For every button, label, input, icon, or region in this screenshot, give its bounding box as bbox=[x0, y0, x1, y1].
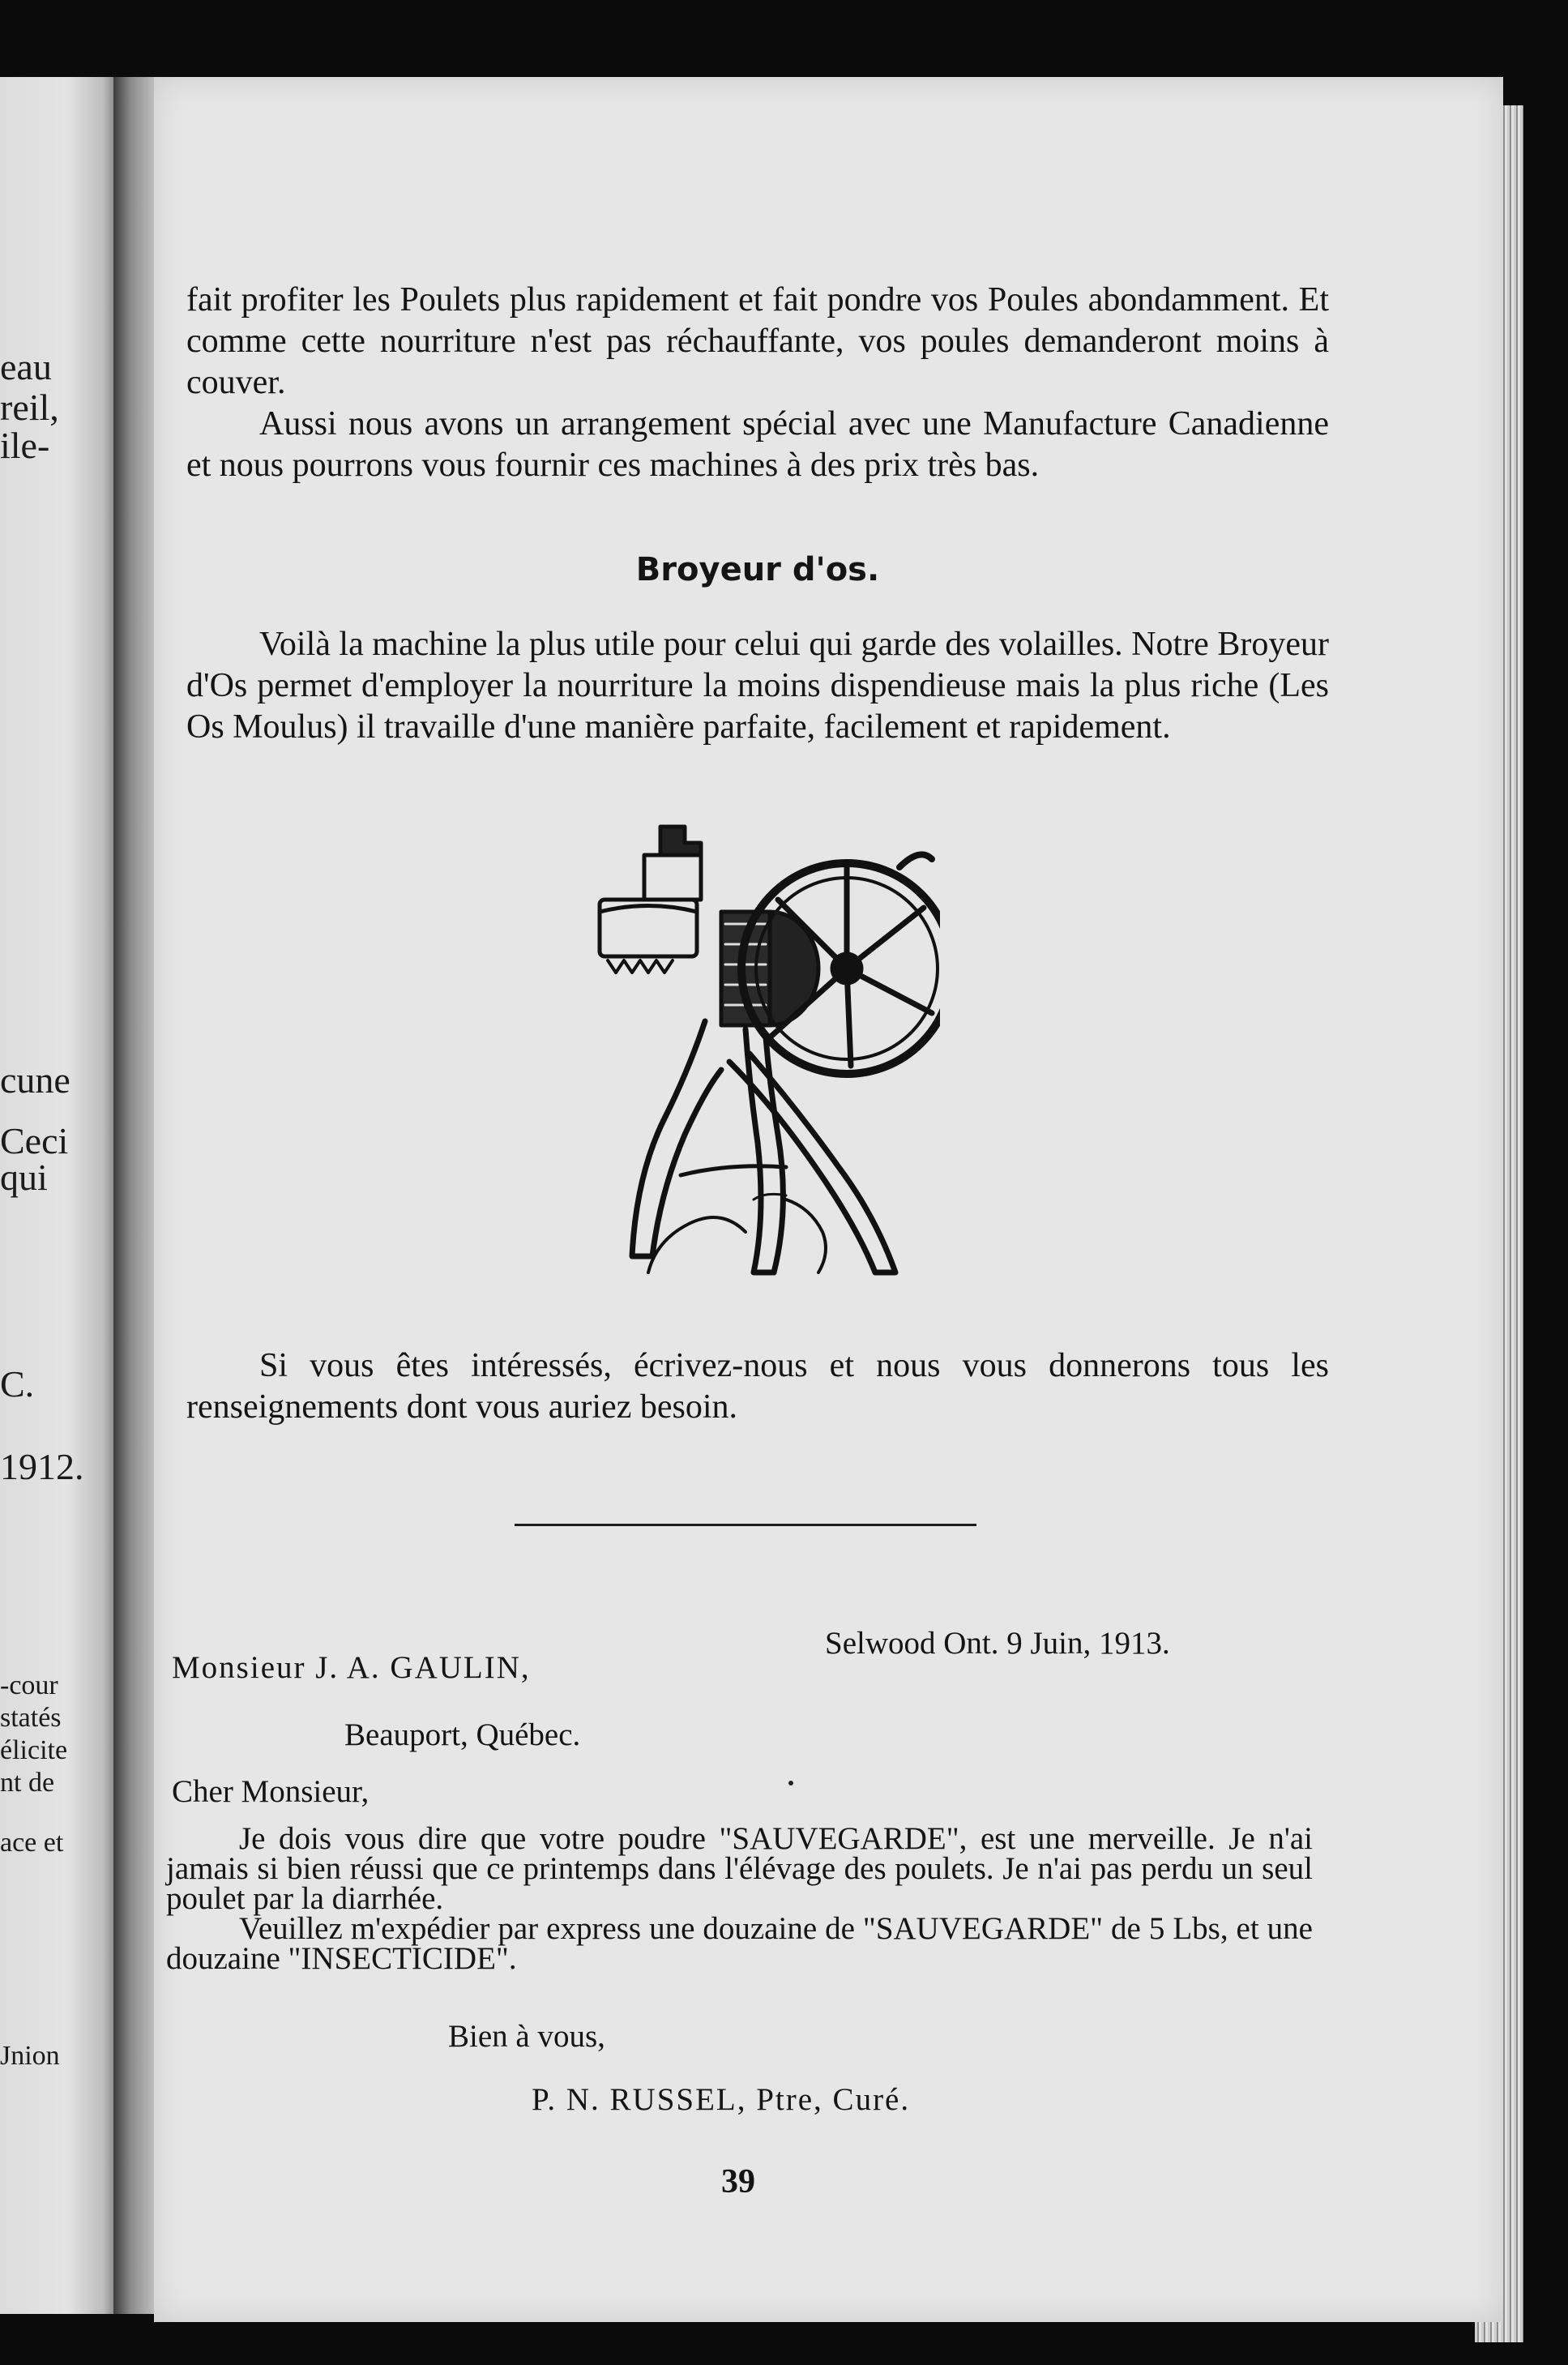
paragraph: Aussi nous avons un arrangement spécial avec une Manufacture Canadienne et nous pourrons vous fournir ces machines à des prix très bas. bbox=[186, 405, 1329, 484]
page-number: 39 bbox=[721, 2163, 755, 2200]
bone-grinder-illustration bbox=[583, 819, 940, 1321]
facing-page-fragment: ile- bbox=[0, 425, 50, 466]
description-text bbox=[186, 624, 1329, 748]
intro-text bbox=[186, 280, 1329, 486]
letter-paragraph: Je dois vous dire que votre poudre "SAUVEGARDE", est une merveille. Je n'ai jamais si bien réussi que ce printemps dans l'élévage des poulets. Je n'ai pas perdu un seul poulet par la diarrhée. bbox=[166, 1821, 1313, 1916]
letter-closing: Bien à vous, bbox=[448, 2019, 605, 2054]
facing-page-fragment: ace et bbox=[0, 1828, 64, 1858]
facing-page-fragment: élicite bbox=[0, 1735, 68, 1765]
letter-paragraph: Veuillez m'expédier par express une douzaine de "SAUVEGARDE" de 5 Lbs, et une douzaine "INSECTICIDE". bbox=[166, 1911, 1313, 1976]
paragraph: Si vous êtes intéressés, écrivez-nous et nous vous donnerons tous les renseignements dont vous auriez besoin. bbox=[186, 1347, 1329, 1426]
facing-page-fragment: cune bbox=[0, 1059, 70, 1101]
facing-page bbox=[0, 77, 122, 2314]
section-heading: Broyeur d'os. bbox=[635, 551, 880, 588]
facing-page-fragment: -cour bbox=[0, 1670, 58, 1700]
facing-page-fragment: qui bbox=[0, 1157, 48, 1198]
letter-city: Beauport, Québec. bbox=[344, 1717, 581, 1752]
facing-page-fragment: nt de bbox=[0, 1768, 55, 1798]
facing-page-fragment: statés bbox=[0, 1703, 62, 1733]
section-divider bbox=[515, 1524, 976, 1526]
paragraph: Voilà la machine la plus utile pour celui qui garde des volailles. Notre Broyeur d'Os permet d'employer la nourriture la moins dispendieuse mais la plus riche (Les Os Moulus) il travaille d'une manière parfaite, facilement et rapidement. bbox=[186, 626, 1329, 746]
ink-speck bbox=[788, 1781, 793, 1786]
letter-addressee: Monsieur J. A. GAULIN, bbox=[172, 1650, 531, 1685]
letter-signature: P. N. RUSSEL, Ptre, Curé. bbox=[532, 2082, 911, 2117]
facing-page-fragment: reil, bbox=[0, 387, 59, 428]
letter-body bbox=[166, 1821, 1313, 1976]
facing-page-fragment: Jnion bbox=[0, 2041, 60, 2071]
contact-invitation-text bbox=[186, 1345, 1329, 1428]
letter-place-date: Selwood Ont. 9 Juin, 1913. bbox=[825, 1626, 1170, 1661]
facing-page-fragment: Ceci bbox=[0, 1120, 69, 1161]
letter-salutation: Cher Monsieur, bbox=[172, 1774, 370, 1809]
facing-page-fragment: C. bbox=[0, 1363, 35, 1405]
facing-page-fragment: eau bbox=[0, 346, 52, 387]
facing-page-fragment: 1912. bbox=[0, 1446, 84, 1487]
paragraph: fait profiter les Poulets plus rapidement et fait pondre vos Poules abondamment. Et comme cette nourriture n'est pas réchauffante, vos poules demanderont moins à couver. bbox=[186, 281, 1329, 401]
